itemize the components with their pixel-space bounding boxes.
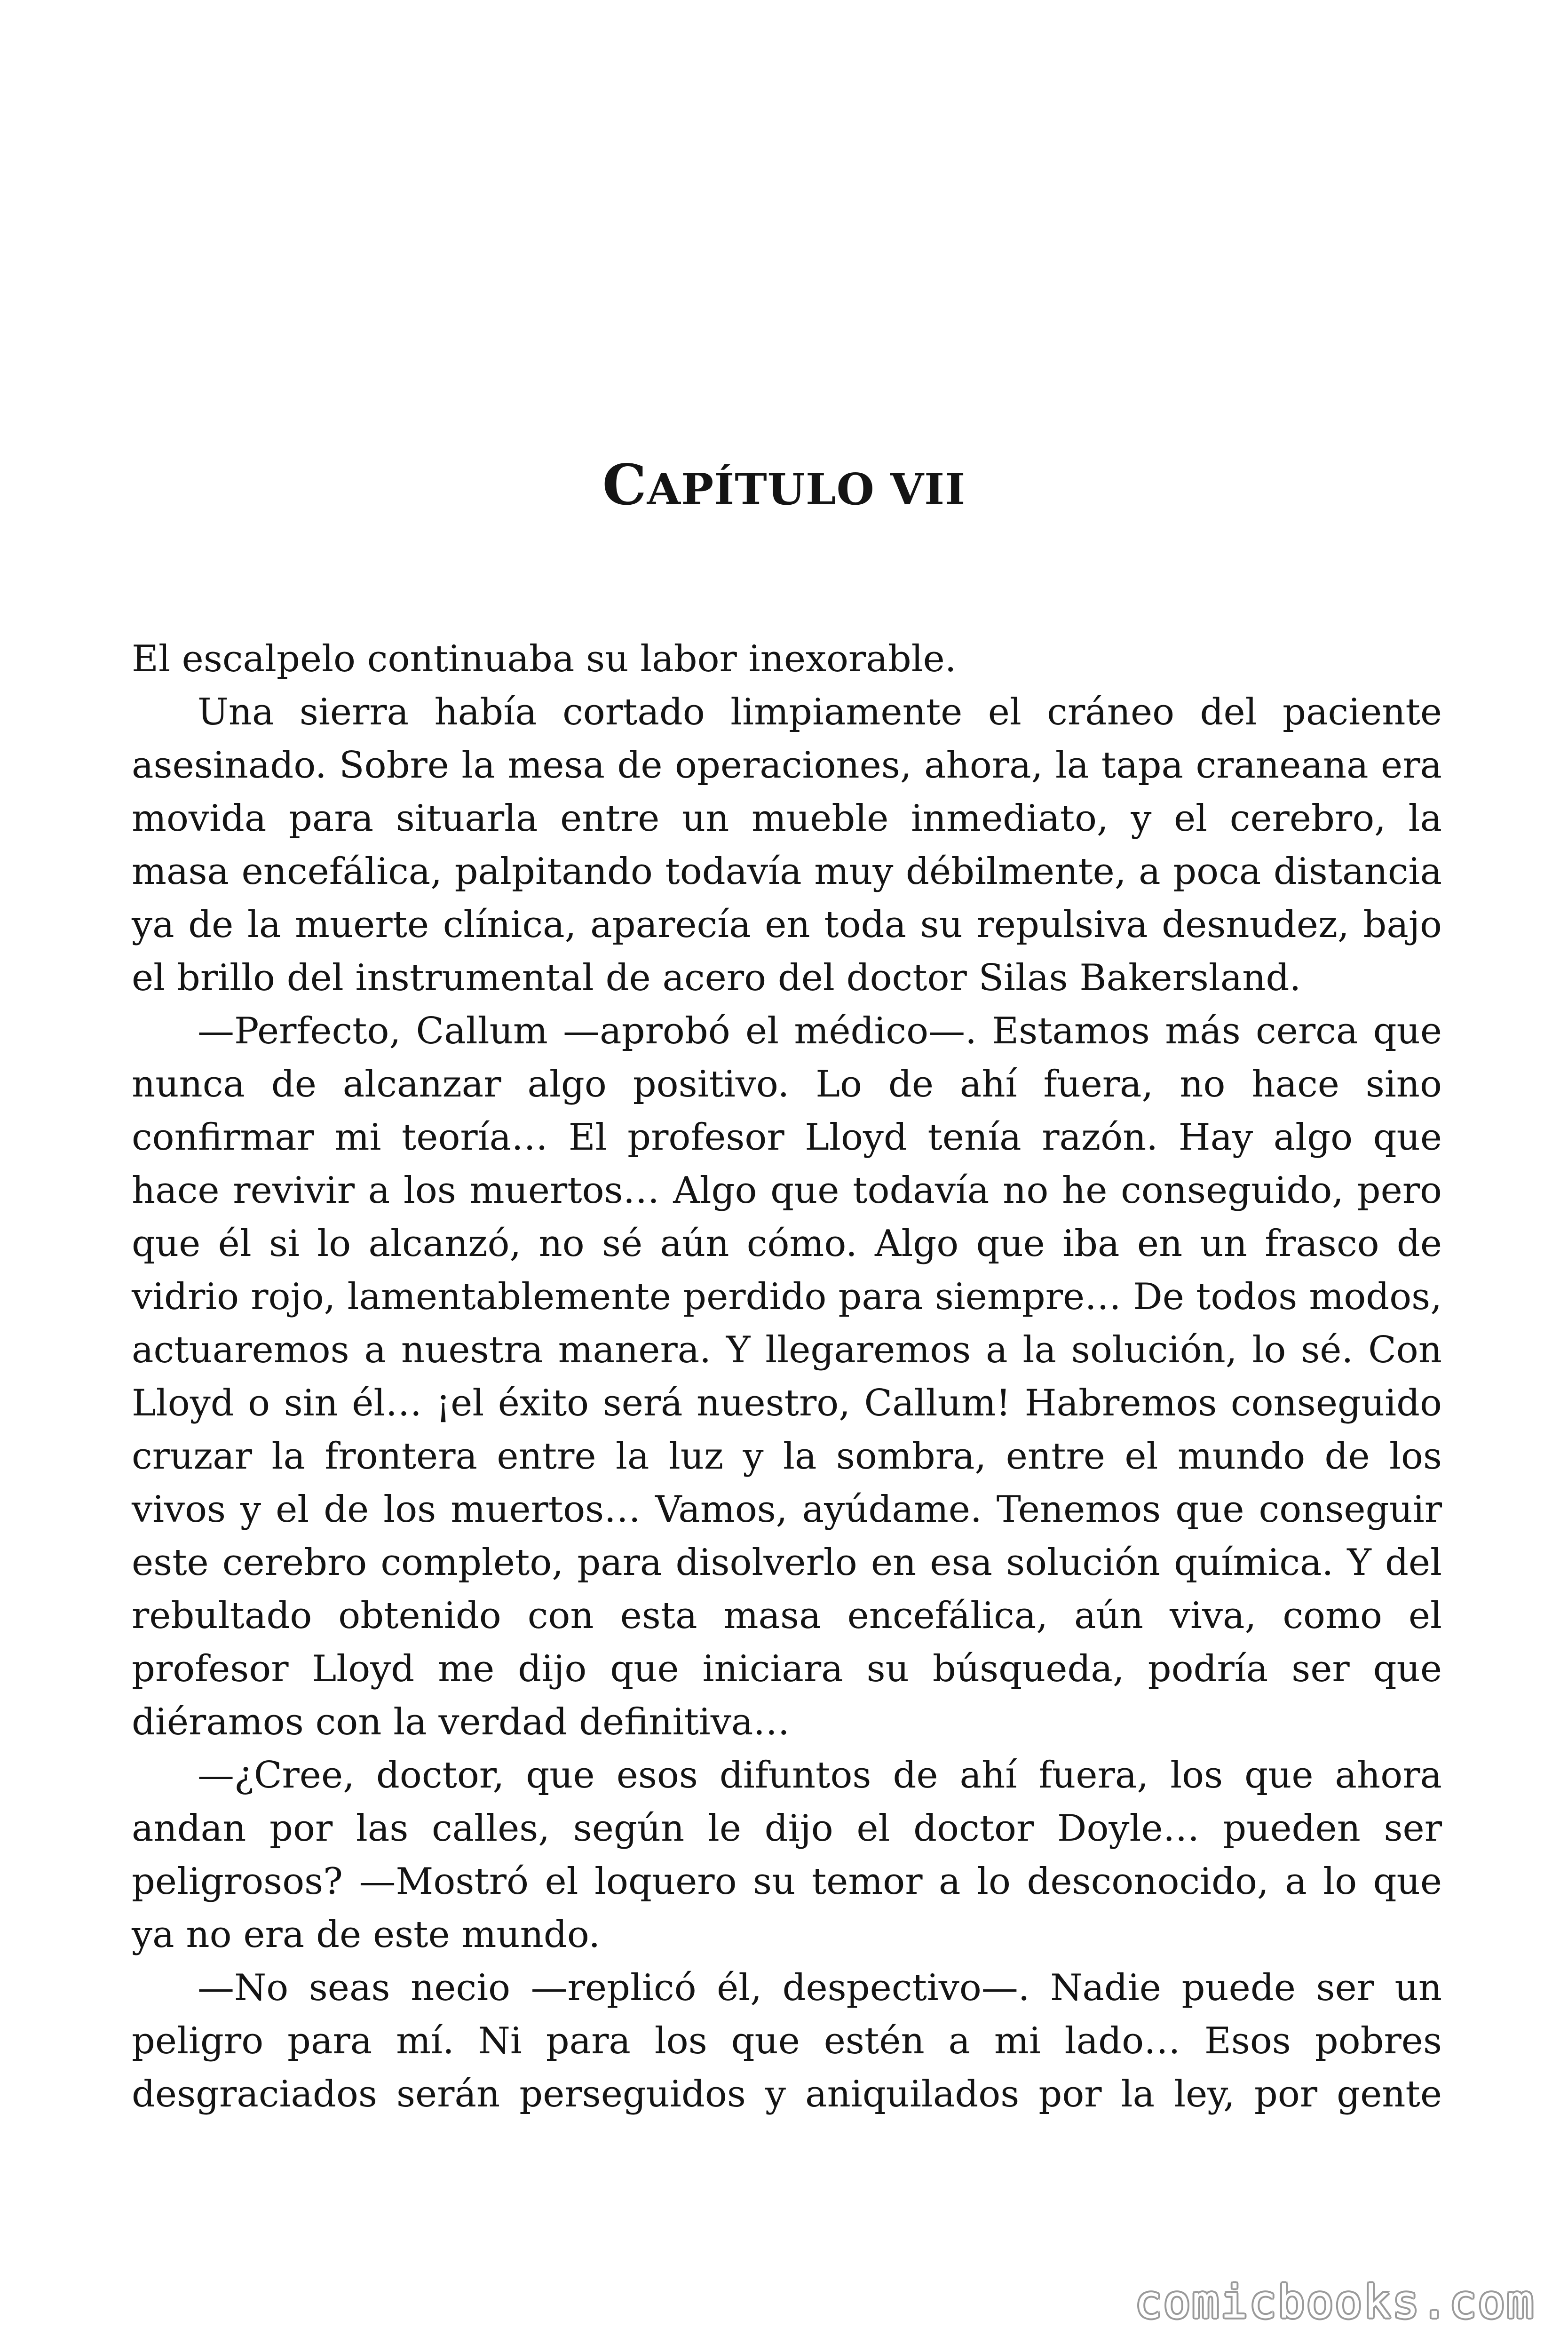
- chapter-title-initial: C: [602, 452, 647, 517]
- paragraph: —¿Cree, doctor, que esos difuntos de ahí fuera, los que ahora andan por las calles, según le dijo el doctor Doyle… pueden ser peligrosos? —Mostró el loquero su temor a lo desconocido, a lo que ya no era de este mundo.: [132, 1754, 1442, 1956]
- paragraph: El escalpelo continuaba su labor inexorable.: [132, 638, 957, 680]
- watermark: comicbooks.com: [1134, 2276, 1535, 2328]
- paragraph: —Perfecto, Callum —aprobó el médico—. Estamos más cerca que nunca de alcanzar algo positivo. Lo de ahí fuera, no hace sino confirmar mi teoría… El profesor Lloyd tenía razón. Hay algo que hace revivir a los muertos… Algo que todavía no he conseguido, pero que él si lo alcanzó, no sé aún cómo. Algo que iba en un frasco de vidrio rojo, lamentablemente perdido para siempre… De todos modos, actuaremos a nuestra manera. Y llegaremos a la solución, lo sé. Con Lloyd o sin él… ¡el éxito será nuestro, Callum! Habremos conseguido cruzar la frontera entre la luz y la sombra, entre el mundo de los vivos y el de los muertos… Vamos, ayúdame. Tenemos que conseguir este cerebro completo, para disolverlo en esa solución química. Y del rebultado obtenido con esta masa encefálica, aún viva, como el profesor Lloyd me dijo que iniciara su búsqueda, podría ser que diéramos con la verdad definitiva…: [132, 1010, 1442, 1743]
- paragraph: Una sierra había cortado limpiamente el cráneo del paciente asesinado. Sobre la mesa de operaciones, ahora, la tapa craneana era movida para situarla entre un mueble inmediato, y el cerebro, la masa encefálica, palpitando todavía muy débilmente, a poca distancia ya de la muerte clínica, aparecía en toda su repulsiva desnudez, bajo el brillo del instrumental de acero del doctor Silas Bakersland.: [132, 691, 1442, 999]
- chapter-title-rest: APÍTULO VII: [647, 464, 966, 515]
- paragraph: —No seas necio —replicó él, despectivo—. Nadie puede ser un peligro para mí. Ni para los que estén a mi lado… Esos pobres desgraciados serán perseguidos y aniquilados por la ley, por gente: [132, 1967, 1442, 2115]
- chapter-body: [132, 633, 1442, 2121]
- chapter-title: [0, 452, 1568, 518]
